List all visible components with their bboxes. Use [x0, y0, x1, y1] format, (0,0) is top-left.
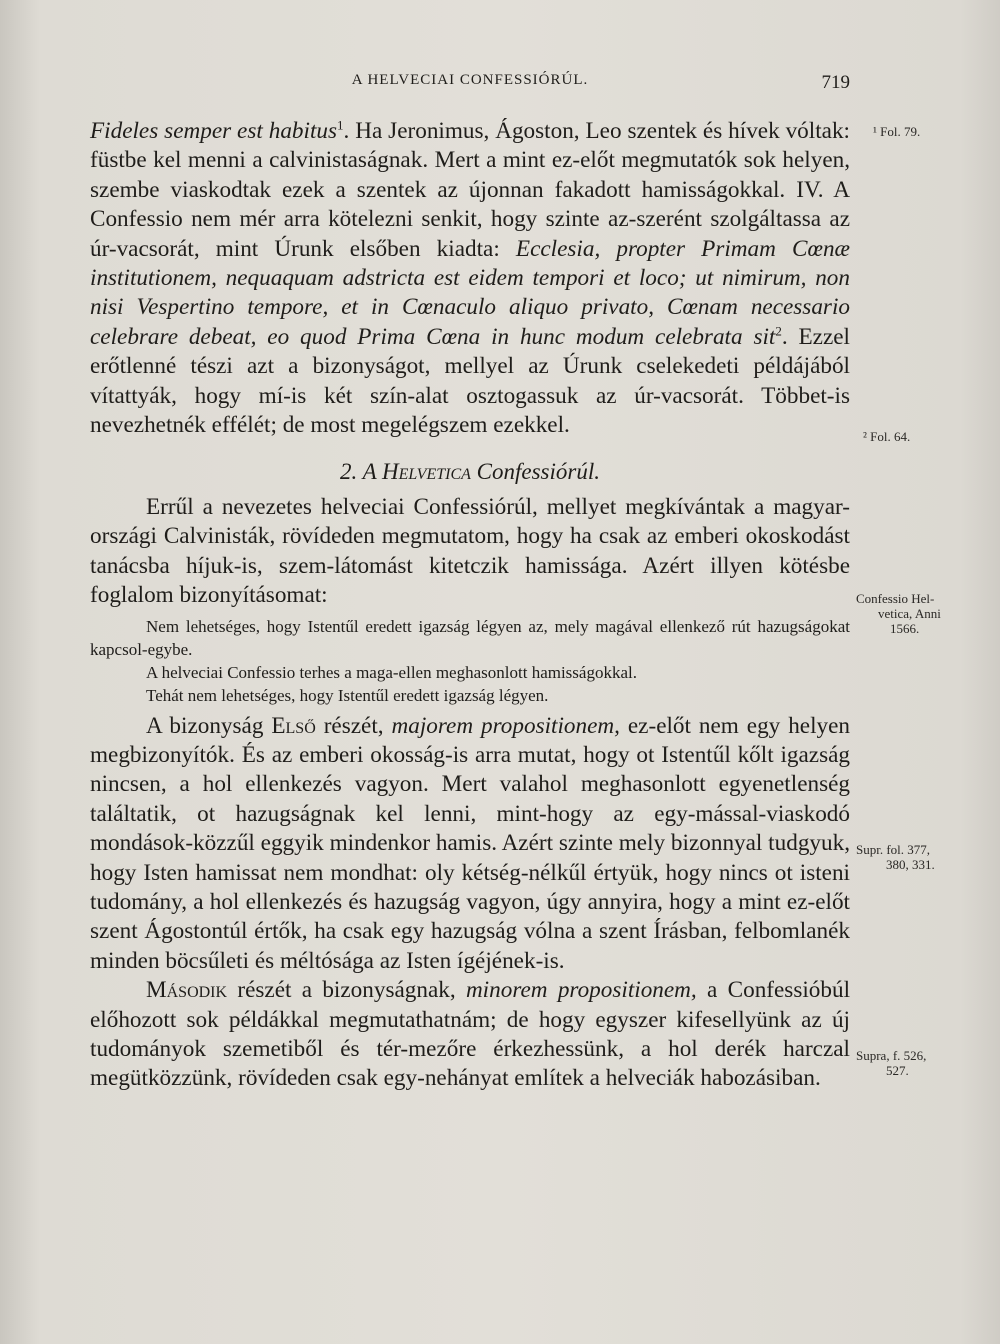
margin-note-text: Confessio Hel- — [856, 591, 935, 606]
paragraph-text: ez-előt nem egy helyen megbizonyítók. És az emberi okosság-is arra mutat, hogy ot Istentűl kőlt igazság nincsen, a hol ellenkezés vagyon. Mert valahol meghasonlott egyenetlenség találtatik, ot hazugságnak kel lenni, mint-hogy az egy-mással-viaskodó mondások-közzűl eggyik mindenkor hamis. Azért szinte mely bizonnyal tudgyuk, hogy Isten hamissat nem mondhat: oly kétség-nélkűl értyük, hogy nincs ot isteni tudomány, a hol ellenkezés és hazugság vagyon, úgy annyira, hogy a mint ez-előt szent Ágostontúl értők, ha csak egy hazugság vólna a szent Írásban, felbomlanék minden böcsűleti és méltósága az Isten ígéjének-is. — [90, 712, 850, 974]
smallcaps-word: Második — [146, 977, 228, 1004]
running-head — [90, 72, 850, 96]
footnote-ref-1: 1 — [337, 117, 344, 133]
margin-note-text: ¹ Fol. 79. — [873, 124, 921, 139]
syllogism-conclusion: Tehát nem lehetséges, hogy Istentűl eredett igazság légyen. — [146, 685, 549, 705]
paragraph-text: részét, — [315, 712, 392, 739]
paragraph-1 — [90, 117, 850, 440]
margin-note-1 — [873, 124, 1000, 139]
margin-note-3 — [856, 591, 986, 636]
margin-note-text: vetica, Anni — [878, 606, 941, 621]
margin-note-text: Supra, f. 526, — [856, 1048, 927, 1063]
syllogism-minor: A helveciai Confessio terhes a maga-ellen meghasonlott hamisságokkal. — [146, 662, 637, 682]
footnote-ref-2: 2 — [775, 323, 782, 339]
margin-note-text: 1566. — [890, 621, 920, 636]
latin-term: majorem propositionem, — [391, 712, 620, 739]
margin-note-4 — [856, 842, 986, 872]
paragraph-4 — [90, 976, 850, 1094]
paragraph-text: . Ha Jeronimus, Ágoston, Leo szentek és hívek vóltak: füstbe kel menni a calvinistaságnak. Mert a mint ez-előt megmutatók sok helyen, szembe viaskodtak ezek a szentek az újonnan fakadott hamisságokkal. IV. A Confessio nem mér arra kötelezni senkit, hogy szinte az-szerént szolgáltassa az úr-vacsorát, mint Úrunk elsőben kiadta: — [90, 118, 850, 262]
heading-smallcaps: Helvetica — [381, 459, 471, 485]
margin-note-text: ² Fol. 64. — [863, 429, 911, 444]
smallcaps-word: Első — [271, 712, 316, 739]
section-heading — [90, 457, 850, 486]
syllogism-major: Nem lehetséges, hogy Istentűl eredett igazság légyen az, mely magával ellenkező rút hazugságokat kapcsol-egybe. — [90, 616, 850, 659]
margin-note-text: Supr. fol. 377, — [856, 842, 931, 857]
margin-note-text: 527. — [886, 1063, 909, 1078]
paragraph-text: A bizonyság — [146, 712, 272, 739]
heading-rest: Confessiórúl. — [470, 459, 600, 485]
latin-quote: Fideles semper est habitus — [90, 118, 338, 144]
margin-note-5 — [856, 1048, 986, 1078]
main-text — [90, 117, 850, 1094]
latin-quote: Ecclesia, propter Primam Cœnæ institutionem, nequaquam adstricta est eidem tempori et loco; ut nimirum, non nisi Vespertino tempore, et in Cœnaculo aliquo privato, Cœnam necessario celebrare debeat, eo quod Prima Cœna in hunc modum celebrata sit — [90, 235, 851, 350]
running-head-title: A HELVECIAI CONFESSIÓRÚL. — [351, 72, 589, 88]
paragraph-2: Errűl a nevezetes helveciai Confessiórúl, mellyet megkívántak a magyar-országi Calvinisták, rövídeden megmutatom, hogy ha csak az emberi okoskodást tanácsba híjuk-is, szem-látomást kitetczik hamissága. Azért illyen kötésbe foglalom bizonyításomat: — [90, 493, 850, 609]
heading-number: 2. A — [340, 459, 382, 485]
margin-note-2 — [863, 429, 993, 444]
paragraph-text: a Confessióbúl előhozott sok példákkal megmutathatnám; de hogy egyszer kifesellyünk az új tudományok szemetiből és tér-mezőre érkezhessünk, a hol derék harczal megütközzünk, rövídeden csak egy-nehányat említek a helveciák habozásiban. — [90, 977, 851, 1092]
latin-term: minorem propositionem, — [465, 977, 697, 1004]
paragraph-text: részét a bizonyságnak, — [227, 977, 466, 1004]
margin-note-text: 380, 331. — [886, 857, 935, 872]
page-number: 719 — [821, 72, 850, 93]
paragraph-3 — [90, 712, 850, 977]
paragraph-text: . Ezzel erőtlenné tészi azt a bizonyságot, mellyel az Úrunk cselekedeti példájából vítattyák, hogy mí-is két szín-alat osztogassuk az úr-vacsorát. Többet-is nevezhetnék effélét; de most megelégszem ezekkel. — [90, 323, 850, 439]
